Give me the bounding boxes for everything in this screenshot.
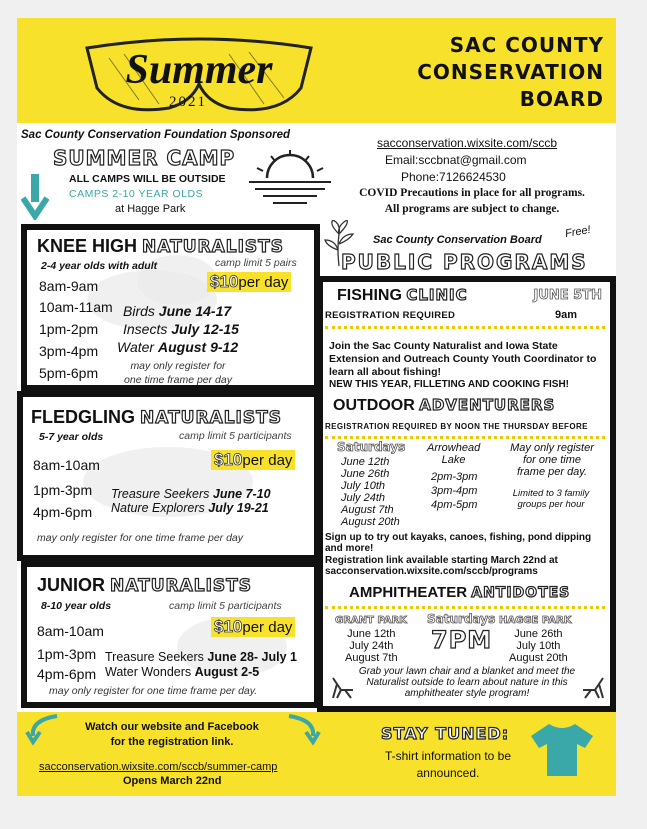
covid-notice — [339, 185, 605, 217]
sunset-icon — [245, 148, 335, 208]
amphi-right-label: HAGGE PARK — [499, 615, 572, 626]
fledgling-time-3: 4pm-6pm — [33, 504, 93, 520]
fledgling-ages: 5-7 year olds — [39, 431, 104, 443]
junior-box — [21, 561, 320, 708]
camp-title: SUMMER CAMP — [53, 146, 236, 170]
summer-word: Summer — [125, 47, 273, 93]
fishing-date: JUNE 5TH — [533, 288, 602, 303]
outdoor-limit-1: May only register for one time frame per day. — [510, 442, 594, 478]
camp-location: at Hagge Park — [115, 203, 186, 215]
camp-ages: CAMPS 2-10 YEAR OLDS — [69, 188, 204, 200]
tshirt-line-1: T-shirt information to be — [384, 749, 512, 763]
org-name — [417, 32, 604, 113]
footer-watch — [57, 720, 287, 750]
outdoor-reg-link: Registration link available starting March 22nd at sacconservation.wixsite.com/sccb/programs — [325, 555, 558, 577]
amphi-mid-label: Saturdays — [427, 612, 496, 626]
lawn-chair-icon-right — [581, 674, 607, 700]
public-free: Free! — [564, 223, 592, 241]
fledgling-title — [31, 407, 282, 428]
contact-phone: Phone:7126624530 — [401, 170, 506, 184]
knee-high-topic-2: Insects July 12-15 — [123, 321, 239, 337]
fledgling-title-a: FLEDGLING — [31, 407, 135, 427]
fledgling-time-2: 1pm-3pm — [33, 482, 93, 498]
outdoor-limit-2: Limited to 3 family groups per hour — [512, 488, 590, 510]
knee-high-limit: camp limit 5 pairs — [215, 257, 297, 269]
knee-high-price — [207, 272, 291, 292]
outdoor-times: 2pm-3pm 3pm-4pm 4pm-5pm — [431, 471, 478, 511]
fledgling-price — [211, 450, 295, 470]
outdoor-saturdays: Saturdays — [337, 440, 406, 454]
junior-title-b: NATURALISTS — [110, 576, 252, 596]
junior-title-a: JUNIOR — [37, 575, 106, 595]
tshirt-icon — [529, 720, 595, 778]
camp-sponsor: Sac County Conservation Foundation Sponsored — [21, 129, 290, 141]
tshirt-info — [373, 748, 523, 782]
junior-time-1: 8am-10am — [37, 623, 104, 639]
public-org: Sac County Conservation Board — [373, 234, 542, 246]
org-line-1: SAC COUNTY — [449, 33, 604, 57]
fishing-reg: REGISTRATION REQUIRED — [325, 310, 456, 321]
outdoor-signup: Sign up to try out kayaks, canoes, fishing, pond dipping and more! — [325, 532, 592, 554]
fledgling-title-b: NATURALISTS — [140, 408, 282, 428]
knee-high-time-2: 10am-11am — [39, 299, 113, 315]
junior-time-3: 4pm-6pm — [37, 666, 97, 682]
arrow-down-icon — [21, 174, 49, 220]
fledgling-limit: camp limit 5 participants — [179, 430, 292, 442]
amphi-title: AMPHITHEATER ANTIDOTES — [349, 584, 571, 601]
contact-email: Email:sccbnat@gmail.com — [385, 153, 527, 167]
junior-note: may only register for one time frame per day. — [49, 685, 258, 697]
outdoor-location: Arrowhead Lake — [427, 442, 481, 466]
fledgling-time-1: 8am-10am — [33, 457, 100, 473]
outdoor-dates: June 12th June 26th July 10th July 24th August 7th August 20th — [341, 456, 400, 528]
knee-high-time-3: 1pm-2pm — [39, 321, 99, 337]
fishing-desc: Join the Sac County Naturalist and Iowa State Extension and Outreach County Youth Coordinator to learn all about fishing! — [329, 340, 597, 378]
knee-high-topic-1: Birds June 14-17 — [123, 303, 232, 319]
footer-watch-1: Watch our website and Facebook — [85, 721, 259, 733]
fledgling-price-value: $10 — [214, 450, 243, 469]
covid-line-2: All programs are subject to change. — [384, 203, 560, 215]
knee-high-time-4: 3pm-4pm — [39, 343, 99, 359]
junior-price — [211, 617, 295, 637]
knee-high-price-value: $10 — [210, 272, 239, 291]
knee-high-title — [37, 236, 284, 257]
public-title: PUBLIC PROGRAMS — [341, 250, 588, 274]
junior-topic-1: Treasure Seekers June 28- July 1 — [105, 650, 297, 664]
covid-line-1: COVID Precautions in place for all programs. — [359, 187, 585, 199]
tshirt-line-2: announced. — [416, 766, 480, 780]
footer-watch-2: for the registration link. — [110, 736, 234, 748]
stay-tuned: STAY TUNED: — [381, 724, 510, 743]
footer-opens: Opens March 22nd — [123, 775, 222, 787]
fledgling-price-suffix: per day — [242, 452, 293, 469]
knee-high-ages: 2-4 year olds with adult — [41, 260, 158, 272]
org-line-3: BOARD — [519, 87, 604, 111]
knee-high-title-a: KNEE HIGH — [37, 236, 138, 256]
fledgling-topic-2: Nature Explorers July 19-21 — [111, 501, 269, 515]
junior-title — [37, 575, 252, 596]
amphi-mid-time: 7PM — [431, 626, 493, 654]
outdoor-title: OUTDOOR ADVENTURERS — [333, 396, 556, 414]
website-link[interactable]: sacconservation.wixsite.com/sccb — [377, 136, 558, 150]
fishing-new: NEW THIS YEAR, FILLETING AND COOKING FISH! — [329, 379, 569, 390]
outdoor-reg: REGISTRATION REQUIRED BY NOON THE THURSDAY BEFORE — [325, 422, 588, 431]
amphi-left-label: GRANT PARK — [335, 615, 407, 626]
contact-info — [377, 135, 557, 186]
junior-topic-2: Water Wonders August 2-5 — [105, 665, 260, 679]
amphi-desc: Grab your lawn chair and a blanket and meet the Naturalist outside to learn about nature in this amphitheater style program! — [358, 666, 576, 699]
junior-limit: camp limit 5 participants — [169, 600, 282, 612]
arrow-right-icon — [281, 710, 321, 750]
summer-wordmark — [99, 46, 299, 94]
fishing-time: 9am — [555, 309, 578, 321]
fishing-title: FISHING CLINIC — [337, 286, 468, 304]
public-programs-box — [317, 276, 616, 712]
fledgling-topic-1: Treasure Seekers June 7-10 — [111, 487, 271, 501]
footer-link[interactable]: sacconservation.wixsite.com/sccb/summer-camp — [39, 761, 278, 773]
knee-high-price-suffix: per day — [238, 274, 289, 291]
fledgling-note: may only register for one time frame per day — [37, 532, 244, 544]
junior-ages: 8-10 year olds — [41, 600, 112, 612]
junior-time-2: 1pm-3pm — [37, 646, 97, 662]
knee-high-time-5: 5pm-6pm — [39, 365, 99, 381]
knee-high-title-b: NATURALISTS — [142, 237, 284, 257]
fledgling-box — [17, 391, 320, 561]
knee-high-note: may only register for one time frame per day — [124, 360, 232, 386]
amphi-left-dates: June 12th July 24th August 7th — [345, 628, 398, 664]
lawn-chair-icon — [329, 674, 355, 700]
junior-price-value: $10 — [214, 617, 243, 636]
flyer-page — [17, 18, 616, 796]
amphi-right-dates: June 26th July 10th August 20th — [509, 628, 568, 664]
knee-high-topic-3: Water August 9-12 — [117, 339, 239, 355]
org-line-2: CONSERVATION — [417, 60, 604, 84]
knee-high-time-1: 8am-9am — [39, 278, 99, 294]
year-label: 2021 — [169, 94, 207, 110]
camp-outside: ALL CAMPS WILL BE OUTSIDE — [69, 173, 226, 185]
junior-price-suffix: per day — [242, 619, 293, 636]
knee-high-box — [21, 224, 320, 391]
